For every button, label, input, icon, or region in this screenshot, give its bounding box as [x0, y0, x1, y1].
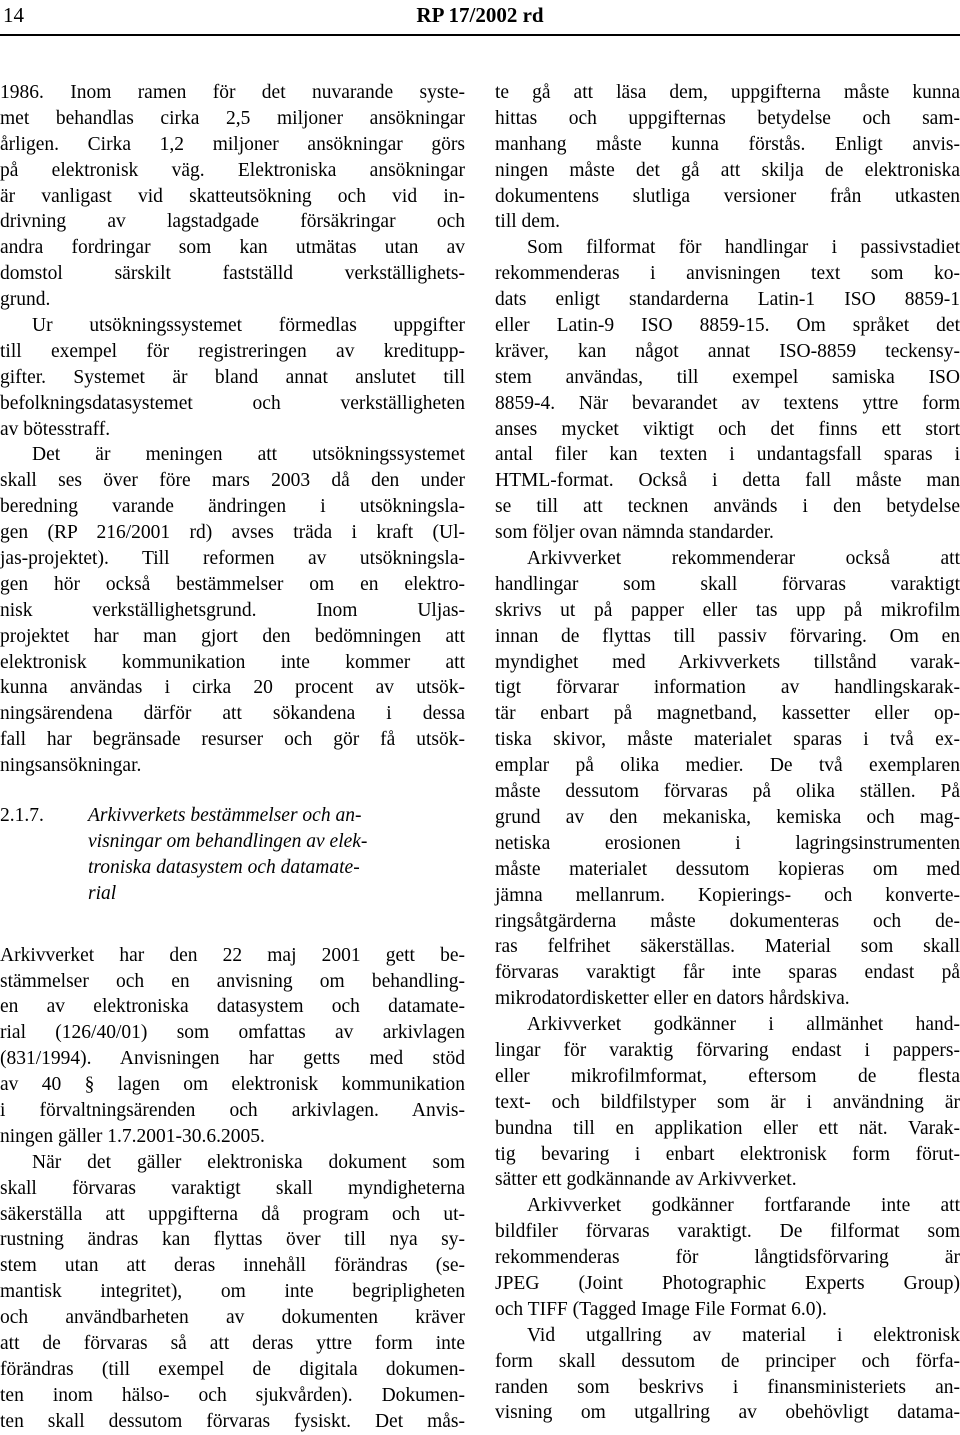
text-line: elektronisk kommunikation inte kommer att	[0, 651, 465, 673]
text-line: text- och bildfilstyper som är i användning är	[495, 1091, 960, 1113]
text-line: tiska skivor, måste materialet sparas i två ex-	[495, 729, 960, 751]
text-line: ten skall dessutom förvaras fysiskt. Det mås-	[0, 1410, 465, 1432]
text-line: ningen måste det gå att skilja de elektroniska	[495, 159, 960, 181]
section-heading	[0, 803, 465, 907]
text-line: rekommenderas för långtidsförvaring är	[495, 1247, 960, 1269]
text-line: och användbarheten av dokumenten kräver	[0, 1307, 465, 1329]
section-title: troniska datasystem och datamate-	[88, 856, 360, 878]
text-line: Arkivverket godkänner i allmänhet hand-	[527, 1014, 960, 1036]
text-line: handlingar som skall förvaras varaktigt	[495, 573, 960, 595]
text-line: bildfiler förvaras varaktigt. De filformat som	[495, 1221, 960, 1243]
text-line: Arkivverket godkänner fortfarande inte att	[527, 1195, 960, 1217]
text-line: gen hör också bestämmelser om en elektro-	[0, 573, 465, 595]
text-line: ringsåtgärderna måste dokumenteras och de-	[495, 910, 960, 932]
section-heading-line	[0, 881, 465, 907]
text-line: kunna användas i cirka 20 procent av utsök-	[0, 677, 465, 699]
text-line: av 40 § lagen om elektronisk kommunikation	[0, 1074, 465, 1096]
text-line: dats enligt standarderna Latin-1 ISO 8859-1	[495, 289, 960, 311]
text-line: 1986. Inom ramen för det nuvarande syste-	[0, 82, 465, 103]
section-heading-line	[0, 803, 465, 829]
left-column	[0, 80, 465, 1435]
section-title: rial	[88, 882, 117, 904]
text-line: till exempel för registreringen av kreditupp-	[0, 340, 465, 362]
text-line: måste dessutom förvaras på olika ställen. På	[495, 781, 960, 803]
text-line: ningsansökningar.	[0, 755, 142, 777]
text-line: rial (126/40/01) som omfattas av arkivlagen	[0, 1022, 465, 1044]
text-line: anses mycket viktigt och det finns ett stort	[495, 418, 960, 440]
text-line: som följer ovan nämnda standarder.	[495, 522, 774, 544]
text-line: antal filer kan texten i undantagsfall sparas i	[495, 444, 960, 466]
text-line: rustning ändras kan flyttas över till nya sy-	[0, 1229, 465, 1251]
text-line: ten inom hälso- och sjukvården). Dokumen-	[0, 1384, 465, 1406]
text-line: kräver, kan något annat ISO-8859 teckensy-	[495, 340, 960, 362]
text-line: hittas och uppgifternas betydelse och sam-	[495, 107, 960, 129]
section-title: Arkivverkets bestämmelser och an-	[88, 805, 362, 827]
page-number: 14	[3, 3, 24, 27]
text-line: årligen. Cirka 1,2 miljoner ansökningar görs	[0, 133, 465, 155]
text-line: Vid utgallring av material i elektronisk	[527, 1324, 960, 1346]
section-number: 2.1.7.	[0, 805, 44, 827]
text-line: gifter. Systemet är bland annat anslutet till	[0, 366, 465, 388]
text-line: rekommenderas i anvisningen text som ko-	[495, 263, 960, 285]
text-line: te gå att läsa dem, uppgifterna måste kunna	[495, 82, 960, 103]
document-id: RP 17/2002 rd	[416, 3, 544, 27]
text-line: emplar på olika medier. De två exemplaren	[495, 755, 960, 777]
text-line: netiska erosionen i lagringsinstrumenten	[495, 832, 960, 854]
text-line: säkerställa att uppgifterna då program och ut-	[0, 1203, 465, 1225]
text-line: met behandlas cirka 2,5 miljoner ansökningar	[0, 107, 465, 129]
text-line: jämna mellanrum. Kopierings- och konverte-	[495, 884, 960, 906]
text-line: lingar för varaktig förvaring endast i pappers-	[495, 1039, 960, 1061]
text-line: När det gäller elektroniska dokument som	[32, 1151, 465, 1173]
text-line: Arkivverket rekommenderar också att	[527, 548, 960, 570]
text-line: tig bevaring i enbart elektronisk form förut-	[495, 1143, 960, 1165]
text-line: ningen gäller 1.7.2001-30.6.2005.	[0, 1125, 265, 1147]
text-line: mikrodatordisketter eller en dators hårdskiva.	[495, 988, 850, 1010]
paragraph	[495, 235, 960, 546]
text-line: tär enbart på magnetband, kassetter eller op-	[495, 703, 960, 725]
header-rule	[0, 34, 960, 36]
text-line: 8859-4. När bevarandet av textens yttre form	[495, 392, 960, 414]
text-line: stem utan att deras innehåll förändras (se-	[0, 1255, 465, 1277]
text-line: grund.	[0, 289, 51, 311]
text-line: manhang måste kunna förstås. Enligt anvis-	[495, 133, 960, 155]
text-line: Det är meningen att utsökningssystemet	[32, 444, 465, 466]
text-line: till dem.	[495, 211, 560, 233]
text-line: Arkivverket har den 22 maj 2001 gett be-	[0, 944, 465, 966]
text-line: ningsärendena därför att sökandena i dessa	[0, 703, 465, 725]
text-line: sätter ett godkännande av Arkivverket.	[495, 1169, 797, 1191]
text-line: tigt förvarar information av handlingskarak-	[495, 677, 960, 699]
paragraph	[0, 1150, 465, 1435]
text-line: en av elektroniska datasystem och datamate-	[0, 996, 465, 1018]
text-line: stämmelser och en anvisning om behandling-	[0, 970, 465, 992]
text-line: fall har begränsade resurser och gör få utsök-	[0, 729, 465, 751]
text-line: förvaras varaktigt får inte sparas endast på	[495, 962, 960, 984]
text-line: stem användas, till exempel samiska ISO	[495, 366, 960, 388]
text-line: skall ses över före mars 2003 då den under	[0, 470, 465, 492]
text-line: att de förvaras så att deras yttre form inte	[0, 1332, 465, 1354]
text-line: Ur utsökningssystemet förmedlas uppgifter	[32, 315, 465, 337]
text-line: jas-projektet). Till reformen av utsökningsla-	[0, 548, 465, 570]
text-line: skall förvaras varaktigt skall myndigheterna	[0, 1177, 465, 1199]
paragraph	[0, 943, 465, 1150]
paragraph	[495, 546, 960, 1012]
text-line: se till att tecknen används i den betydelse	[495, 496, 960, 518]
paragraph	[495, 1323, 960, 1427]
paragraph	[0, 80, 465, 313]
text-line: innan de flyttas till passiv förvaring. Om en	[495, 625, 960, 647]
text-line: är vanligast vid skatteutsökning och vid in-	[0, 185, 465, 207]
text-line: HTML-format. Också i detta fall måste man	[495, 470, 960, 492]
text-line: i förvaltningsärenden och arkivlagen. Anvis-	[0, 1099, 465, 1121]
paragraph	[495, 1193, 960, 1322]
text-line: andra fordringar som kan utmätas utan av	[0, 237, 465, 259]
text-line: domstol särskilt fastställd verkställighets-	[0, 263, 465, 285]
text-line: och TIFF (Tagged Image File Format 6.0).	[495, 1298, 827, 1320]
text-line: dokumentens slutliga versioner från utkasten	[495, 185, 960, 207]
right-column	[495, 80, 960, 1426]
text-line: drivning av lagstadgade försäkringar och	[0, 211, 465, 233]
text-line: måste materialet dessutom kopieras om med	[495, 858, 960, 880]
text-line: på elektronisk väg. Elektroniska ansökningar	[0, 159, 465, 181]
paragraph	[495, 1012, 960, 1193]
text-line: eller mikrofilmformat, eftersom de flesta	[495, 1065, 960, 1087]
text-line: beredning varande ändringen i utsökningsla-	[0, 496, 465, 518]
text-line: visning om utgallring av obehövligt datama-	[495, 1402, 960, 1424]
text-line: JPEG (Joint Photographic Experts Group)	[495, 1272, 960, 1294]
text-line: nisk verkställighetsgrund. Inom Uljas-	[0, 599, 465, 621]
text-line: ras felfrihet säkerställas. Material som skall	[495, 936, 960, 958]
text-line: mantisk integritet), om inte begripligheten	[0, 1281, 465, 1303]
text-line: befolkningsdatasystemet och verkställigheten	[0, 392, 465, 414]
section-heading-line	[0, 855, 465, 881]
paragraph	[0, 442, 465, 779]
text-line: projektet har man gjort den bedömningen att	[0, 625, 465, 647]
section-heading-line	[0, 829, 465, 855]
paragraph	[0, 313, 465, 442]
text-line: myndighet med Arkivverkets tillstånd varak-	[495, 651, 960, 673]
text-line: förändras (till exempel de digitala dokumen-	[0, 1358, 465, 1380]
text-line: randen som beskrivs i finansministeriets an-	[495, 1376, 960, 1398]
paragraph	[495, 80, 960, 235]
text-line: Som filformat för handlingar i passivstadiet	[527, 237, 960, 259]
text-line: form skall dessutom de principer och förfa-	[495, 1350, 960, 1372]
text-line: av bötesstraff.	[0, 418, 111, 440]
text-line: skrivs ut på papper eller tas upp på mikrofilm	[495, 599, 960, 621]
text-line: gen (RP 216/2001 rd) avses träda i kraft (Ul-	[0, 522, 465, 544]
section-title: visningar om behandlingen av elek-	[88, 830, 368, 852]
text-line: (831/1994). Anvisningen har getts med stöd	[0, 1048, 465, 1070]
text-line: eller Latin-9 ISO 8859-15. Om språket det	[495, 315, 960, 337]
text-line: bundna till en applikation eller ett nät. Varak-	[495, 1117, 960, 1139]
text-line: grund av den mekaniska, kemiska och mag-	[495, 806, 960, 828]
